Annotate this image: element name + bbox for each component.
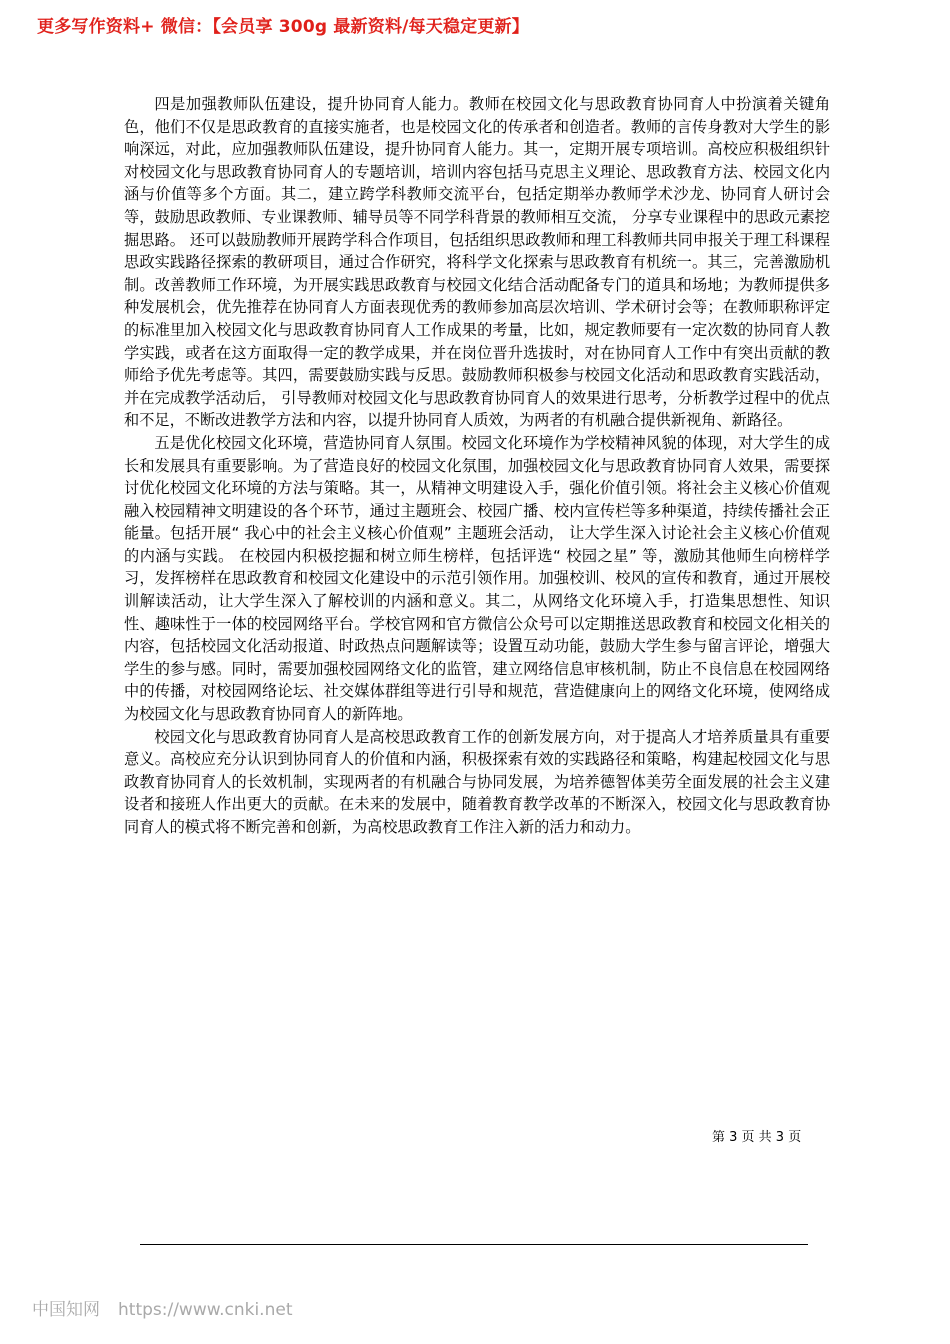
page-number: 第 3 页 共 3 页 (712, 1130, 802, 1145)
promo-banner: 更多写作资料+ 微信：【会员享 300g 最新资料/每天稳定更新】 (37, 17, 529, 37)
paragraph-conclusion: 校园文化与思政教育协同育人是高校思政教育工作的创新发展方向，对于提高人才培养质量具有重要意义。高校应充分认识到协同育人的价值和内涵，积极探索有效的实践路径和策略，构建起校园文化与思政教育协同育人的长效机制，实现两者的有机融合与协同发展，为培养德智体美劳全面发展的社会主义建设者和接班人作出更大的贡献。在未来的发展中，随着教育教学改革的不断深入，校园文化与思政教育协同育人的模式将不断完善和创新，为高校思政教育工作注入新的活力和动力。 (124, 727, 830, 836)
paragraph-teacher-team: 四是加强教师队伍建设，提升协同育人能力。教师在校园文化与思政教育协同育人中扮演着关键角色，他们不仅是思政教育的直接实施者，也是校园文化的传承者和创造者。教师的言传身教对大学生的影响深远，对此，应加强教师队伍建设，提升协同育人能力。其一，定期开展专项培训。高校应积极组织针对校园文化与思政教育协同育人的专题培训，培训内容包括马克思主义理论、思政教育方法、校园文化内涵与价值等多个方面。其二，建立跨学科教师交流平台，包括定期举办教师学术沙龙、协同育人研讨会等，鼓励思政教师、专业课教师、辅导员等不同学科背景的教师相互交流， 分享专业课程中的思政元素挖掘思路。 还可以鼓励教师开展跨学科合作项目，包括组织思政教师和理工科教师共同申报关于理工科课程思政实践路径探索的教研项目，通过合作研究，将科学文化探索与思政教育有机统一。其三，完善激励机制。改善教师工作环境，为开展实践思政教育与校园文化结合活动配备专门的道具和场地；为教师提供多种发展机会，优先推荐在协同育人方面表现优秀的教师参加高层次培训、学术研讨会等；在教师职称评定的标准里加入校园文化与思政教育协同育人工作成果的考量，比如，规定教师要有一定次数的协同育人教学实践，或者在这方面取得一定的教学成果，并在岗位晋升选拔时，对在协同育人工作中有突出贡献的教师给予优先考虑等。其四，需要鼓励实践与反思。鼓励教师积极参与校园文化活动和思政教育实践活动， 并在完成教学活动后， 引导教师对校园文化与思政教育协同育人的效果进行思考，分析教学过程中的优点和不足，不断改进教学方法和内容，以提升协同育人质效，为两者的有机融合提供新视角、新路径。 (124, 95, 830, 430)
footer-divider (140, 1244, 808, 1245)
watermark-brand: 中国知网 (32, 1300, 100, 1320)
paragraph-campus-environment: 五是优化校园文化环境，营造协同育人氛围。校园文化环境作为学校精神风貌的体现，对大学生的成长和发展具有重要影响。为了营造良好的校园文化氛围，加强校园文化与思政教育协同育人效果，需要探讨优化校园文化环境的方法与策略。其一，从精神文明建设入手，强化价值引领。将社会主义核心价值观融入校园精神文明建设的各个环节，通过主题班会、校园广播、校内宣传栏等多种渠道，持续传播社会正能量。包括开展“ 我心中的社会主义核心价值观” 主题班会活动， 让大学生深入讨论社会主义核心价值观的内涵与实践。 在校园内积极挖掘和树立师生榜样，包括评选“ 校园之星” 等，激励其他师生向榜样学习，发挥榜样在思政教育和校园文化建设中的示范引领作用。加强校训、校风的宣传和教育，通过开展校训解读活动，让大学生深入了解校训的内涵和意义。其二，从网络文化环境入手，打造集思想性、知识性、趣味性于一体的校园网络平台。学校官网和官方微信公众号可以定期推送思政教育和校园文化相关的内容，包括校园文化活动报道、时政热点问题解读等；设置互动功能，鼓励大学生参与留言评论，增强大学生的参与感。同时，需要加强校园网络文化的监管，建立网络信息审核机制，防止不良信息在校园网络中的传播，对校园网络论坛、社交媒体群组等进行引导和规范，营造健康向上的网络文化环境，使网络成为校园文化与思政教育协同育人的新阵地。 (124, 433, 830, 724)
document-body (124, 93, 830, 839)
watermark-url: https://www.cnki.net (118, 1300, 293, 1320)
cnki-watermark (32, 1295, 292, 1320)
